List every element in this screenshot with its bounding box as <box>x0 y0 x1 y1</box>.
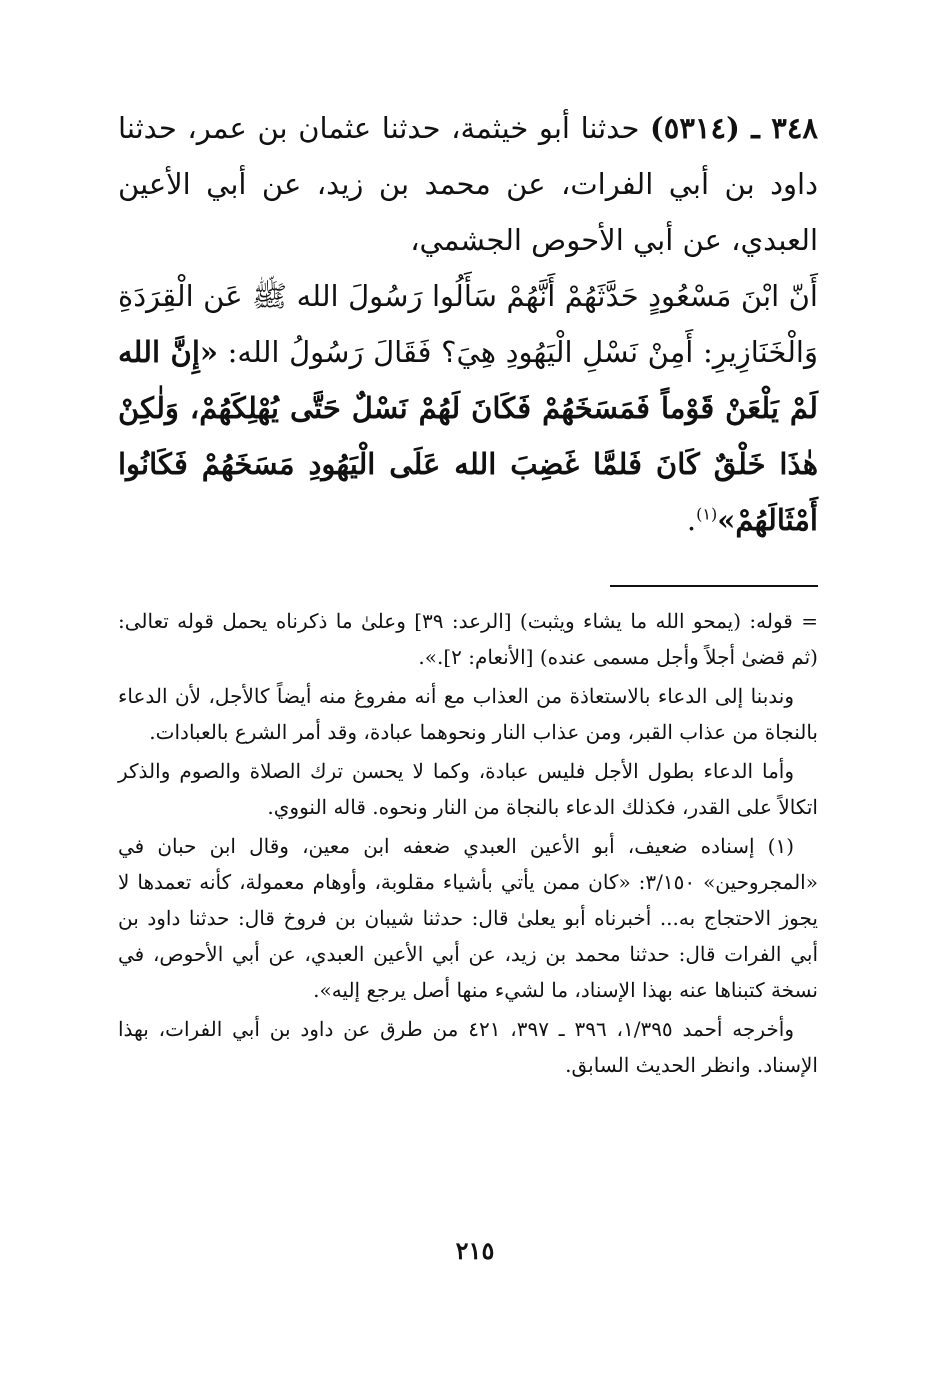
hadith-chain <box>118 100 818 268</box>
footnote-paragraph: وأخرجه أحمد ١/٣٩٥، ٣٩٦ ـ ٣٩٧، ٤٢١ من طرق عن داود بن أبي الفرات، بهذا الإسناد. وانظر الحديث السابق. <box>118 1017 818 1077</box>
page-number: ٢١٥ <box>455 1236 495 1265</box>
hadith-intro: أَنّ ابْنَ مَسْعُودٍ حَدَّثَهُمْ أَنَّهُمْ سَأَلُوا رَسُولَ الله ﷺ عَن الْقِرَدَةِ وَالْخَنَازِيرِ: أَمِنْ نَسْلِ الْيَهُودِ هِيَ؟ فَقَالَ رَسُولُ الله: <box>118 279 818 369</box>
footnote-one: (١) إسناده ضعيف، أبو الأعين العبدي ضعفه ابن معين، وقال ابن حبان في «المجروحين» ٣/١٥٠: «كان ممن يأتي بأشياء مقلوبة، وأوهام معمولة، كأنه تعمدها لا يجوز الاحتجاج به... أخبرناه أبو يعلىٰ قال: حدثنا شيبان بن فروخ قال: حدثنا داود بن أبي الفرات قال: حدثنا محمد بن زيد، عن أبي الأعين العبدي، عن أبي الأحوص، في نسخة كتبناها عنه بهذا الإسناد، ما لشيء منها أصل يرجع إليه». <box>118 834 818 1002</box>
hadith-quote: «إِنَّ الله لَمْ يَلْعَنْ قَوْماً فَمَسَخَهُمْ فَكَانَ لَهُمْ نَسْلٌ حَتَّى يُهْلِكَهُمْ، وَلٰكِنْ هٰذَا خَلْقٌ كَانَ فَلمَّا غَضِبَ الله عَلَى الْيَهُودِ مَسَخَهُمْ فَكَانُوا أَمْثَالَهُمْ» <box>118 335 818 537</box>
hadith-end: . <box>686 503 697 537</box>
footnote-divider <box>610 585 818 587</box>
hadith-number: ٣٤٨ ـ (٥٣١٤) <box>650 111 818 145</box>
hadith-body <box>118 268 818 548</box>
hadith-isnad: حدثنا أبو خيثمة، حدثنا عثمان بن عمر، حدثنا داود بن أبي الفرات، عن محمد بن زيد، عن أبي الأعين العبدي، عن أبي الأحوص الجشمي، <box>118 111 818 257</box>
footnote-marker: (١) <box>696 504 718 524</box>
footnote-continuation: = قوله: (يمحو الله ما يشاء ويثبت) [الرعد: ٣٩] وعلىٰ ما ذكرناه يحمل قوله تعالى: (ثم قضىٰ أجلاً وأجل مسمى عنده) [الأنعام: ٢].». <box>118 609 818 669</box>
footnotes <box>118 603 818 1086</box>
footnote-paragraph: وندبنا إلى الدعاء بالاستعاذة من العذاب مع أنه مفروغ منه أيضاً كالأجل، لأن الدعاء بالنجاة من عذاب القبر، ومن عذاب النار ونحوهما عبادة، وقد أمر الشرع بالعبادات. <box>118 684 818 744</box>
footnote-paragraph: وأما الدعاء بطول الأجل فليس عبادة، وكما لا يحسن ترك الصلاة والصوم والذكر اتكالاً على القدر، فكذلك الدعاء بالنجاة من النار ونحوه. قاله النووي. <box>118 759 818 819</box>
